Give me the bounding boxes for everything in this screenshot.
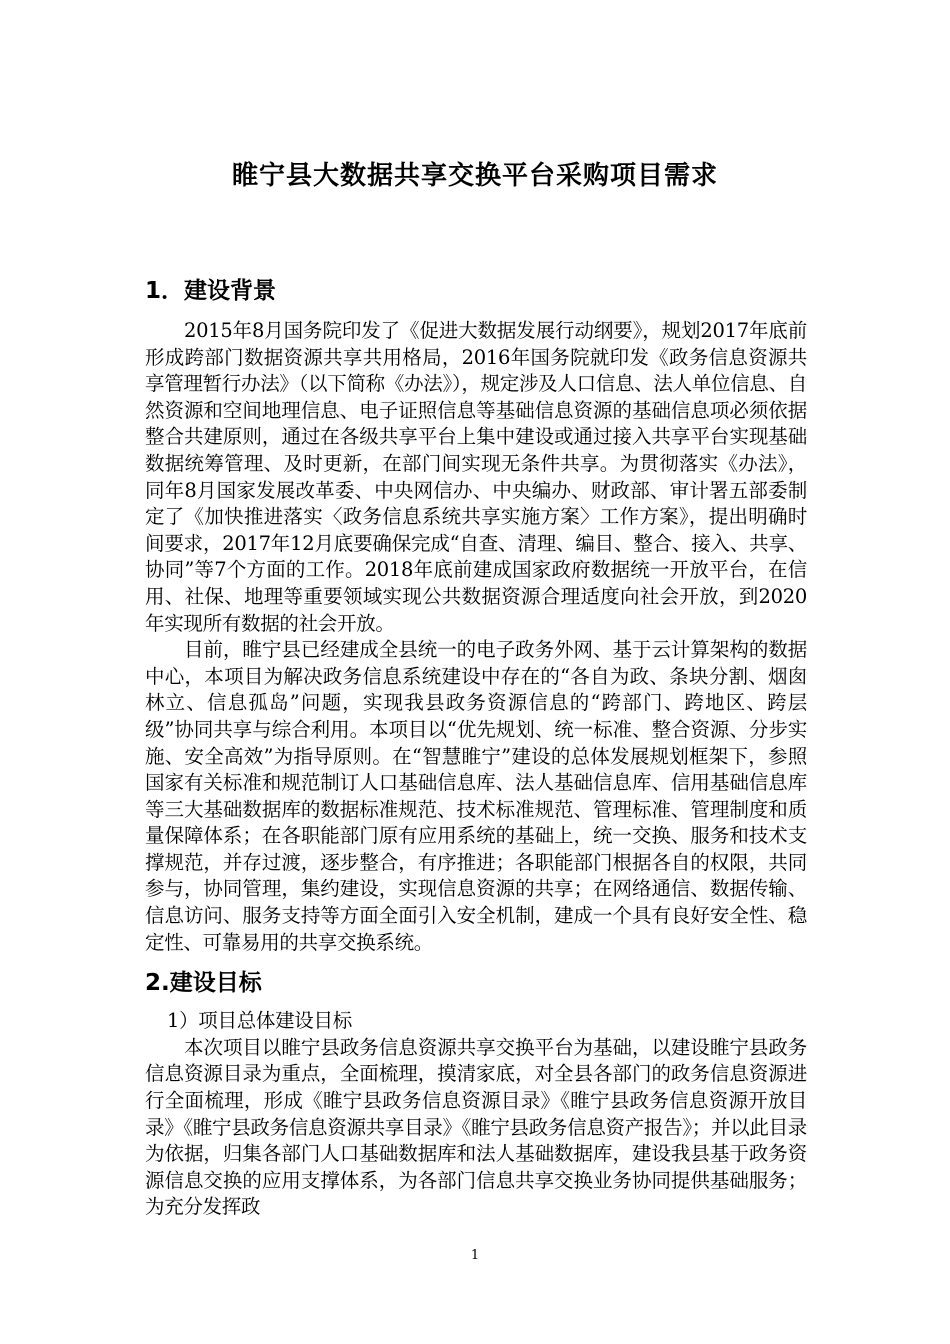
paragraph-background-2: 目前，睢宁县已经建成全县统一的电子政务外网、基于云计算架构的数据中心，本项目为解决政务信息系统建设中存在的“各自为政、条块分割、烟囱林立、信息孤岛”问题，实现我县政务资源信息的“跨部门、跨地区、跨层级”协同共享与综合利用。本项目以“优先规划、统一标准、整合资源、分步实施、安全高效”为指导原则。在“智慧睢宁”建设的总体发展规划框架下，参照国家有关标准和规范制订人口基础信息库、法人基础信息库、信用基础信息库等三大基础数据库的数据标准规范、技术标准规范、管理标准、管理制度和质量保障体系；在各职能部门原有应用系统的基础上，统一交换、服务和技术支撑规范，并存过渡，逐步整合，有序推进；各职能部门根据各自的权限，共同参与，协同管理，集约建设，实现信息资源的共享；在网络通信、数据传输、信息访问、服务支持等方面全面引入安全机制，建成一个具有良好安全性、稳定性、可靠易用的共享交换系统。 [145,638,807,954]
subheading-overall-goal: 1）项目总体建设目标 [167,1009,352,1033]
paragraph-background-1: 2015年8月国务院印发了《促进大数据发展行动纲要》，规划2017年底前形成跨部门数据资源共享共用格局，2016年国务院就印发《政务信息资源共享管理暂行办法》（以下简称《办法》），规定涉及人口信息、法人单位信息、自然资源和空间地理信息、电子证照信息等基础信息资源的基础信息项必须依据整合共建原则，通过在各级共享平台上集中建设或通过接入共享平台实现基础数据统筹管理、及时更新，在部门间实现无条件共享。为贯彻落实《办法》，同年8月国家发展改革委、中央网信办、中央编办、财政部、审计署五部委制定了《加快推进落实〈政务信息系统共享实施方案〉工作方案》，提出明确时间要求，2017年12月底要确保完成“自查、清理、编目、整合、接入、共享、协同”等7个方面的工作。2018年底前建成国家政府数据统一开放平台，在信用、社保、地理等重要领域实现公共数据资源合理适度向社会开放，到2020年实现所有数据的社会开放。 [145,319,807,635]
document-title: 睢宁县大数据共享交换平台采购项目需求 [231,161,718,191]
paragraph-goals-1: 本次项目以睢宁县政务信息资源共享交换平台为基础，以建设睢宁县政务信息资源目录为重点，全面梳理，摸清家底，对全县各部门的政务信息资源进行全面梳理，形成《睢宁县政务信息资源目录》《睢宁县政务信息资源开放目录》《睢宁县政务信息资源共享目录》《睢宁县政务信息资产报告》；并以此目录为依据，归集各部门人口基础数据库和法人基础数据库，建设我县基于政务资源信息交换的应用支撑体系，为各部门信息共享交换业务协同提供基础服务；为充分发挥政 [145,1035,807,1219]
section-heading-goals: 2.建设目标 [145,970,262,997]
page-number: 1 [470,1248,480,1263]
section-heading-background: 1．建设背景 [145,278,277,304]
document-body [145,268,807,1221]
